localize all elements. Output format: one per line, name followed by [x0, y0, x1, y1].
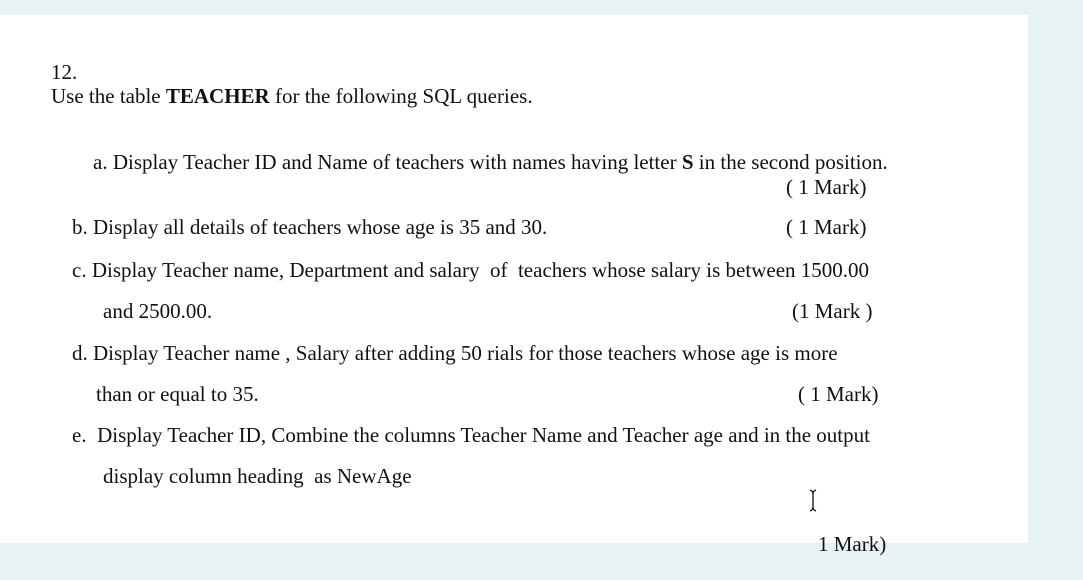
item-e-mark: 1 Mark): [818, 532, 887, 556]
item-c-text-line2: and 2500.00.: [103, 299, 213, 323]
question-sheet: [0, 15, 1028, 556]
question-number: 12.: [51, 60, 78, 84]
item-d-mark: ( 1 Mark): [798, 382, 879, 406]
question-header: [30, 36, 533, 132]
question-intro-text: Use the table TEACHER for the following SQL queries.: [51, 84, 533, 108]
item-e-mark-wrap: [788, 464, 886, 580]
item-b-text: b. Display all details of teachers whose age is 35 and 30.: [72, 215, 548, 239]
item-e-text-line2: display column heading as NewAge: [103, 464, 412, 488]
table-name: TEACHER: [165, 84, 270, 108]
item-a-mark: ( 1 Mark): [786, 175, 867, 199]
item-e-text-line1: e. Display Teacher ID, Combine the columns Teacher Name and Teacher age and in the output: [72, 423, 870, 447]
item-c-mark: (1 Mark ): [792, 299, 873, 323]
item-b-mark: ( 1 Mark): [786, 215, 867, 239]
text-cursor-icon: [809, 488, 818, 510]
item-c-text-line1: c. Display Teacher name, Department and salary of teachers whose salary is between 1500.00: [72, 258, 870, 282]
item-a-text: a. Display Teacher ID and Name of teachers with names having letter S in the second position.: [93, 150, 888, 174]
item-d-text-line1: d. Display Teacher name , Salary after adding 50 rials for those teachers whose age is more: [72, 341, 838, 365]
letter-s: S: [681, 150, 694, 174]
item-d-text-line2: than or equal to 35.: [96, 382, 259, 406]
